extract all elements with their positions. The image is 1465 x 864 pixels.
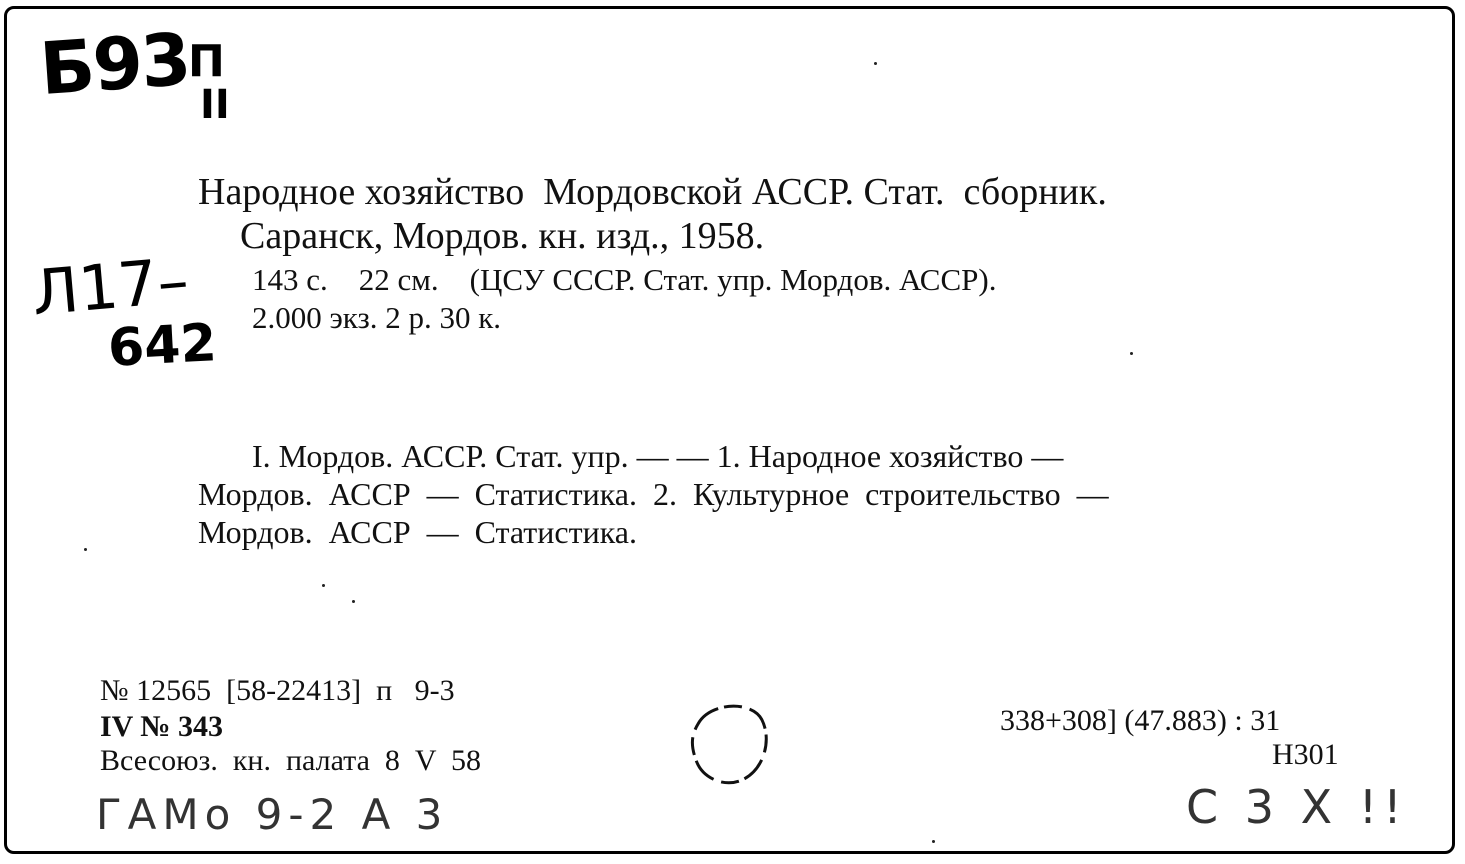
footer-left-line-1: № 12565 [58-22413] п 9-3 xyxy=(100,674,455,707)
speck xyxy=(352,600,355,603)
handwritten-mark: П xyxy=(188,36,225,87)
speck xyxy=(874,62,877,65)
handwritten-numeral: II xyxy=(200,82,230,128)
footer-left-line-3: Всесоюз. кн. палата 8 V 58 xyxy=(100,744,482,777)
speck xyxy=(932,840,935,843)
handwritten-call-number: Б93 xyxy=(37,16,192,112)
faint-side-mark: С 3 Х !! xyxy=(1186,780,1408,834)
entry-imprint-line: Саранск, Мордов. кн. изд., 1958. xyxy=(240,215,765,257)
speck xyxy=(1130,352,1133,355)
tracings-line-3: Мордов. АССР — Статистика. xyxy=(198,514,637,550)
handwritten-circle-icon xyxy=(680,694,790,804)
speck xyxy=(84,548,87,551)
handwritten-side-code: Л17– xyxy=(29,243,192,330)
tracings-line-1: I. Мордов. АССР. Стат. упр. — — 1. Народное хозяйство — xyxy=(252,438,1064,474)
footer-right-line-2: Н301 xyxy=(1272,738,1339,771)
speck xyxy=(322,584,325,587)
handwritten-side-number: 642 xyxy=(106,313,219,379)
footer-right-line-1: 338+308] (47.883) : 31 xyxy=(1000,704,1281,737)
entry-collation-line: 143 с. 22 см. (ЦСУ СССР. Стат. упр. Мордов. АССР). xyxy=(252,262,997,297)
footer-left-line-2: IV № 343 xyxy=(100,710,223,743)
tracings-line-2: Мордов. АССР — Статистика. 2. Культурное строительство — xyxy=(198,476,1109,512)
entry-title-line: Народное хозяйство Мордовской АССР. Стат. сборник. xyxy=(198,171,1107,213)
entry-price-line: 2.000 экз. 2 р. 30 к. xyxy=(252,300,502,335)
faint-inventory-mark: ГАМо 9-2 А 3 xyxy=(96,790,449,839)
